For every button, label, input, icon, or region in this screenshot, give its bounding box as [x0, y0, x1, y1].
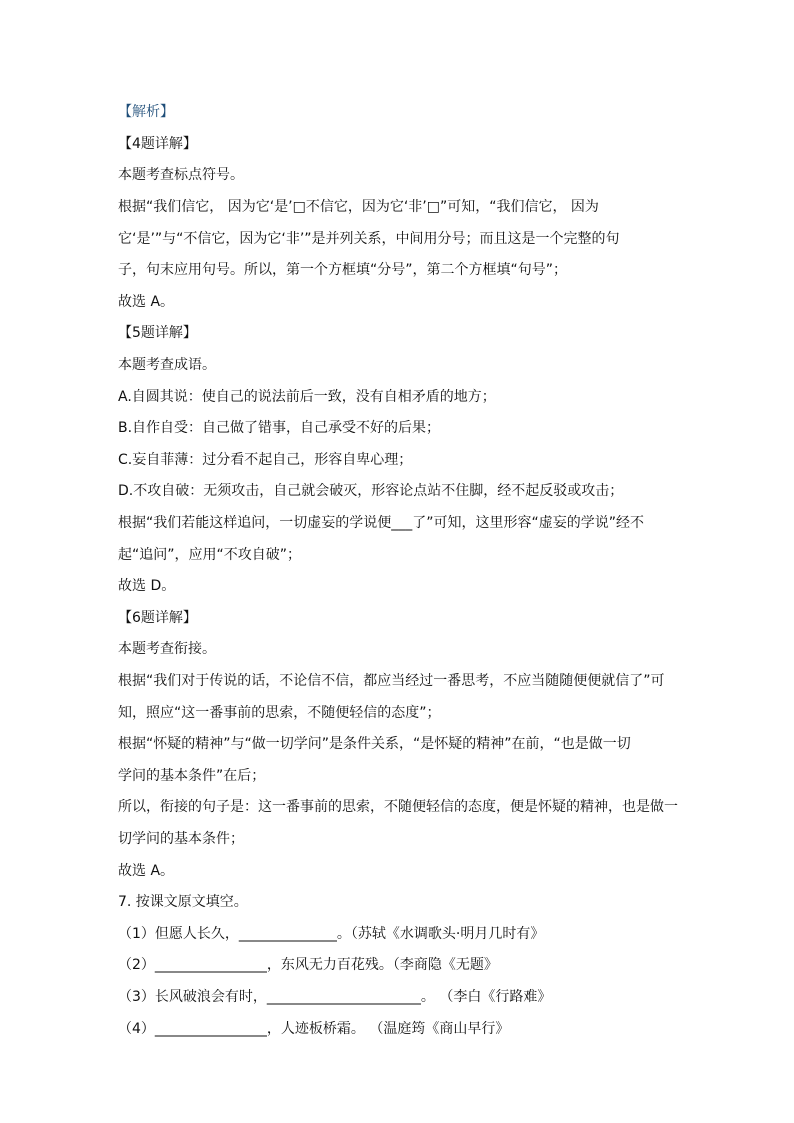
q5-para-line: 起“追问”，应用“不攻自破”； — [118, 547, 302, 563]
q5-title: 【5题详解】 — [118, 325, 197, 341]
q5-option: B.自作自受：自己做了错事，自己承受不好的后果； — [118, 420, 441, 436]
q4-answer: 故选 A。 — [118, 294, 175, 310]
q5-answer: 故选 D。 — [118, 578, 176, 594]
q7-title: 7. 按课文原文填空。 — [118, 894, 248, 910]
q6-title: 【6题详解】 — [118, 610, 197, 626]
q5-option: C.妄自菲薄：过分看不起自己，形容自卑心理； — [118, 452, 413, 468]
q7-item: （4）________________，人迹板桥霜。 （温庭筠《商山早行》 — [118, 1021, 510, 1037]
q4-para-line: 它‘是’”与“不信它，因为它‘非’”是并列关系，中间用分号；而且这是一个完整的句 — [118, 231, 620, 247]
q6-para-line: 根据“我们对于传说的话，不论信不信，都应当经过一番思考，不应当随随便便就信了”可 — [118, 673, 665, 689]
q6-para-line: 切学问的基本条件； — [118, 831, 244, 847]
q7-item: （1）但愿人长久，______________。（苏轼《水调歌头·明月几时有》 — [118, 926, 545, 942]
q4-title: 【4题详解】 — [118, 136, 197, 152]
q5-option: A.自圆其说：使自己的说法前后一致，没有自相矛盾的地方； — [118, 389, 496, 405]
analysis-header: 【解析】 — [118, 104, 174, 120]
q5-intro: 本题考查成语。 — [118, 357, 216, 373]
q6-intro: 本题考查衔接。 — [118, 641, 216, 657]
q4-para-line: 根据“我们信它， 因为它‘是’□不信它，因为它‘非’□”可知，“我们信它， 因为 — [118, 199, 599, 215]
q4-para-line: 子，句末应用句号。所以，第一个方框填“分号”，第二个方框填“句号”； — [118, 262, 568, 278]
q6-answer: 故选 A。 — [118, 863, 175, 879]
q5-option: D.不攻自破：无须攻击，自己就会破灭，形容论点站不住脚，经不起反驳或攻击； — [118, 483, 624, 499]
q5-para-line: 根据“我们若能这样追问，一切虚妄的学说便___了”可知，这里形容“虚妄的学说”经不 — [118, 515, 645, 531]
q4-intro: 本题考查标点符号。 — [118, 167, 244, 183]
q6-para-line: 所以，衔接的句子是：这一番事前的思索，不随便轻信的态度，便是怀疑的精神，也是做一 — [118, 799, 678, 815]
q6-para-line: 根据“怀疑的精神”与“做一切学问”是条件关系，“是怀疑的精神”在前，“也是做一切 — [118, 736, 631, 752]
q6-para-line: 知，照应“这一番事前的思索，不随便轻信的态度”； — [118, 705, 441, 721]
q7-item: （2）________________，东风无力百花残。（李商隐《无题》 — [118, 957, 498, 973]
q6-para-line: 学问的基本条件”在后； — [118, 768, 266, 784]
q7-item: （3）长风破浪会有时，______________________。 （李白《行路难》 — [118, 989, 552, 1005]
